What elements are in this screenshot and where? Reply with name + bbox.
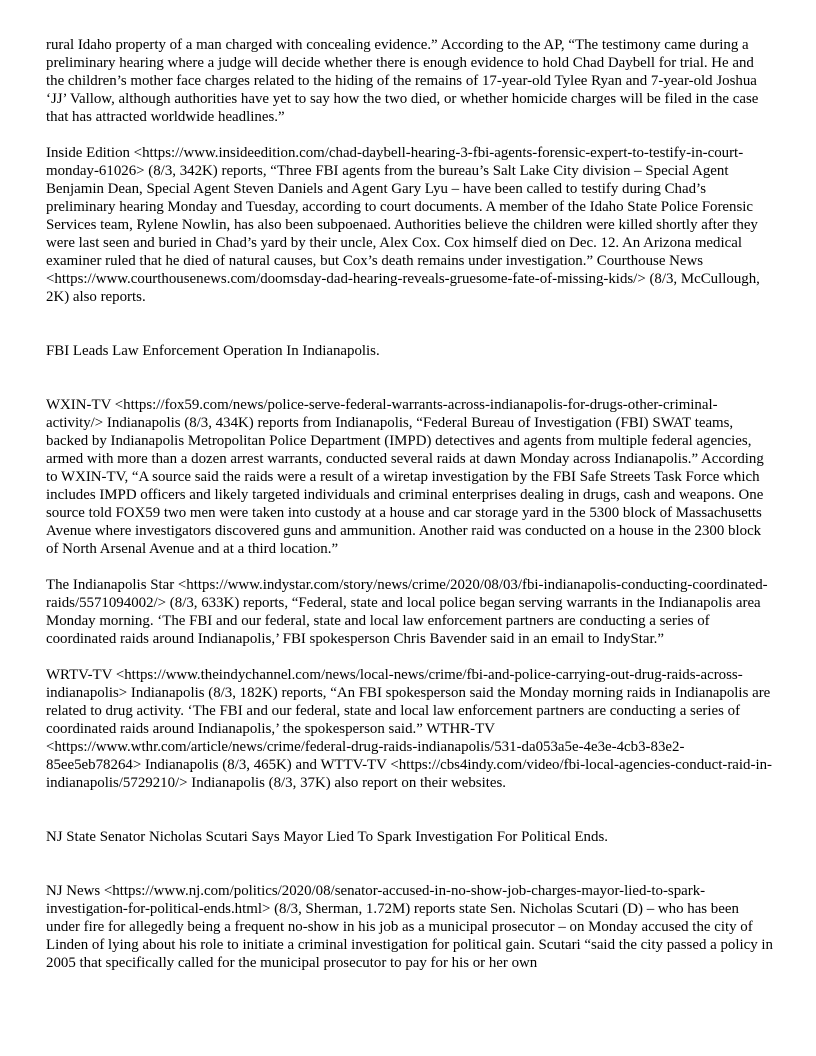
paragraph-nj-news: NJ News <https://www.nj.com/politics/2020/08/senator-accused-in-no-show-job-charges-mayor-lied-to-spark-investigation-for-political-ends.html> (8/3, Sherman, 1.72M) reports state Sen. Nicholas Scutari (D) – who has been under fire for allegedly being a frequent no-show in his job as a municipal prosecutor – on Monday accused the city of Linden of lying about his role to initiate a criminal investigation for political gain. Scutari “said the city passed a policy in 2005 that specifically called for the municipal prosecutor to pay for his or her own <box>46 883 773 971</box>
paragraph-inside-edition: Inside Edition <https://www.insideedition.com/chad-daybell-hearing-3-fbi-agents-forensic-expert-to-testify-in-court-monday-61026> (8/3, 342K) reports, “Three FBI agents from the bureau’s Salt Lake City division – Special Agent Benjamin Dean, Special Agent Steven Daniels and Agent Gary Lyu – have been called to testify during Chad’s preliminary hearing Monday and Tuesday, according to court documents. A member of the Idaho State Police Forensic Services team, Rylene Nowlin, has also been subpoenaed. Authorities believe the children were killed shortly after they were last seen and buried in Chad’s yard by their uncle, Alex Cox. Cox himself died on Dec. 12. An Arizona medical examiner ruled that he died of natural causes, but Cox’s death remains under investigation.” Courthouse News <https://www.courthousenews.com/doomsday-dad-hearing-reveals-gruesome-fate-of-missing-kids/> (8/3, McCullough, 2K) also reports. <box>46 145 760 305</box>
section-heading-scutari: NJ State Senator Nicholas Scutari Says Mayor Lied To Spark Investigation For Political Ends. <box>46 829 608 845</box>
paragraph-indianapolis-star: The Indianapolis Star <https://www.indystar.com/story/news/crime/2020/08/03/fbi-indianapolis-conducting-coordinated-raids/5571094002/> (8/3, 633K) reports, “Federal, state and local police began serving warrants in the Indianapolis area Monday morning. ‘The FBI and our federal, state and local law enforcement partners are conducting a series of coordinated raids around Indianapolis,’ FBI spokesperson Chris Bavender said in an email to IndyStar.” <box>46 577 768 647</box>
section-heading-indianapolis: FBI Leads Law Enforcement Operation In Indianapolis. <box>46 343 380 359</box>
paragraph-daybell-hearing-continued: rural Idaho property of a man charged with concealing evidence.” According to the AP, “The testimony came during a preliminary hearing where a judge will decide whether there is enough evidence to hold Chad Daybell for trial. He and the children’s mother face charges related to the hiding of the remains of 17-year-old Tylee Ryan and 7-year-old Joshua ‘JJ’ Vallow, although authorities have yet to say how the two died, or whether homicide charges will be filed in the case that has attracted worldwide headlines.” <box>46 37 759 125</box>
paragraph-wxin-tv: WXIN-TV <https://fox59.com/news/police-serve-federal-warrants-across-indianapolis-for-drugs-other-criminal-activity/> Indianapolis (8/3, 434K) reports from Indianapolis, “Federal Bureau of Investigation (FBI) SWAT teams, backed by Indianapolis Metropolitan Police Department (IMPD) detectives and agents from multiple federal agencies, armed with more than a dozen arrest warrants, conducted several raids at dawn Monday across Indianapolis.” According to WXIN-TV, “A source said the raids were a result of a wiretap investigation by the FBI Safe Streets Task Force which includes IMPD officers and likely targeted individuals and criminal enterprises dealing in drugs, cash and weapons. One source told FOX59 two men were taken into custody at a house and car storage yard in the 5300 block of Massachusetts Avenue where investigators discovered guns and ammunition. Another raid was conducted on a house in the 2300 block of North Arsenal Avenue and at a third location.” <box>46 397 764 557</box>
paragraph-wrtv-tv: WRTV-TV <https://www.theindychannel.com/news/local-news/crime/fbi-and-police-carrying-out-drug-raids-across-indianapolis> Indianapolis (8/3, 182K) reports, “An FBI spokesperson said the Monday morning raids in Indianapolis are related to drug activity. ‘The FBI and our federal, state and local law enforcement partners are conducting a series of coordinated raids around Indianapolis,’ the spokesperson said.” WTHR-TV <https://www.wthr.com/article/news/crime/federal-drug-raids-indianapolis/531-da053a5e-4e3e-4cb3-83e2-85ee5eb78264> Indianapolis (8/3, 465K) and WTTV-TV <https://cbs4indy.com/video/fbi-local-agencies-conduct-raid-in-indianapolis/5729210/> Indianapolis (8/3, 37K) also report on their websites. <box>46 667 772 791</box>
document-page <box>46 36 774 990</box>
